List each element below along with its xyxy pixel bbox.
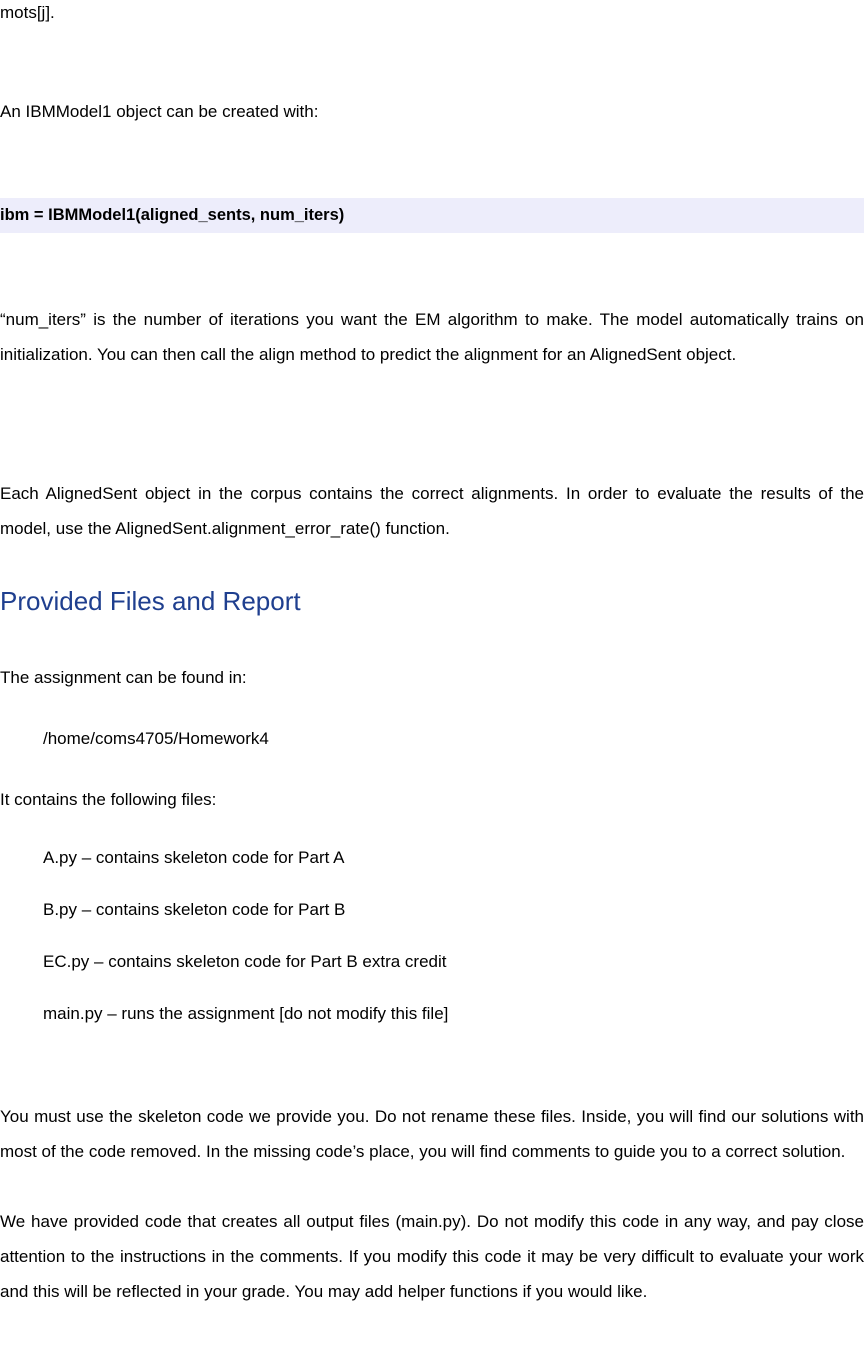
paragraph-aligned-sent: Each AlignedSent object in the corpus contains the correct alignments. In order to evaluate the results of the model, use the AlignedSent.alignment_error_rate() function. (0, 484, 864, 538)
section-heading: Provided Files and Report (0, 586, 301, 616)
file-list-item: B.py – contains skeleton code for Part B (43, 900, 346, 919)
text-path: /home/coms4705/Homework4 (43, 729, 269, 748)
text-contains: It contains the following files: (0, 790, 217, 809)
file-list-item: main.py – runs the assignment [do not modify this file] (43, 1004, 449, 1023)
code-line: ibm = IBMModel1(aligned_sents, num_iters) (0, 206, 345, 224)
text-create-intro: An IBMModel1 object can be created with: (0, 102, 319, 121)
file-list-item: A.py – contains skeleton code for Part A (43, 848, 345, 867)
text-top-fragment: mots[j]. (0, 3, 55, 22)
file-list-item: EC.py – contains skeleton code for Part B extra credit (43, 952, 447, 971)
paragraph-skeleton: You must use the skeleton code we provide you. Do not rename these files. Inside, you will find our solutions with most of the code removed. In the missing code’s place, you will find comments to guide you to a correct solution. (0, 1107, 864, 1161)
paragraph-num-iters: “num_iters” is the number of iterations you want the EM algorithm to make. The model automatically trains on initialization. You can then call the align method to predict the alignment for an AlignedSent object. (0, 310, 864, 364)
text-found-in: The assignment can be found in: (0, 668, 247, 687)
paragraph-output: We have provided code that creates all output files (main.py). Do not modify this code in any way, and pay close attention to the instructions in the comments. If you modify this code it may be very difficult to evaluate your work and this will be reflected in your grade. You may add helper functions if you would like. (0, 1212, 864, 1301)
